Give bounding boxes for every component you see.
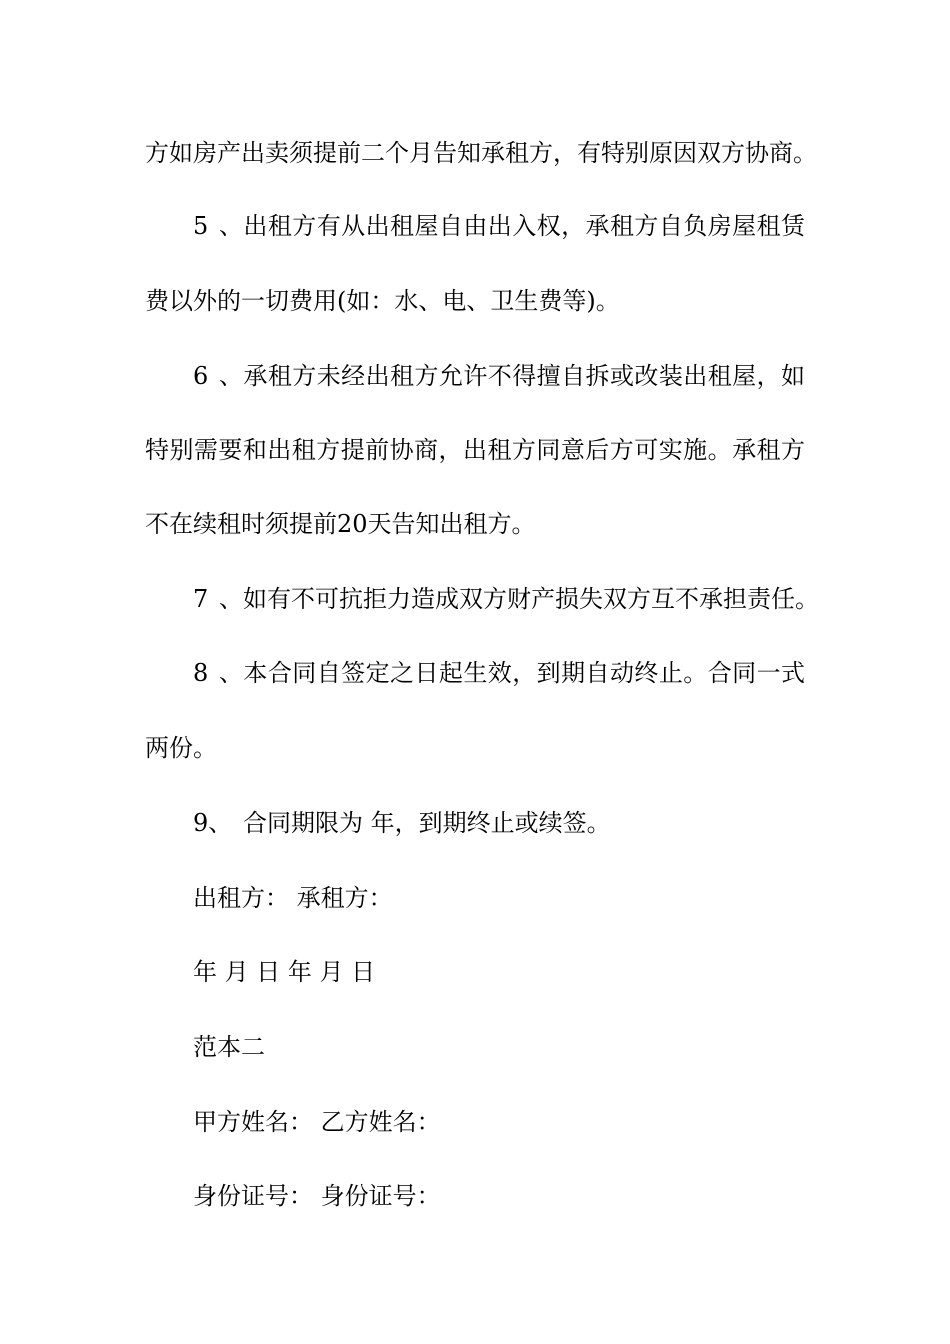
- line-text: 甲方姓名： 乙方姓名：: [193, 1108, 441, 1136]
- clause-8: [193, 658, 805, 688]
- party-ids: [193, 1181, 805, 1211]
- text-line: [145, 509, 805, 539]
- line-text: 不在续租时须提前20天告知出租方。: [145, 510, 536, 538]
- signature-dates: [193, 957, 805, 987]
- line-text: 范本二: [193, 1033, 265, 1061]
- clause-number: 5、: [193, 212, 243, 240]
- template-heading: [193, 1032, 805, 1062]
- line-text: 特别需要和出租方提前协商，出租方同意后方可实施。承租方: [145, 436, 805, 464]
- clause-number: 7、: [193, 585, 243, 613]
- line-text: 出租方： 承租方：: [193, 884, 393, 912]
- text-line: [145, 435, 805, 465]
- line-text: 出租方有从出租屋自由出入权，承租方自负房屋租赁: [243, 212, 805, 240]
- text-line: [145, 733, 805, 763]
- line-text: 承租方未经出租方允许不得擅自拆或改装出租屋，如: [243, 362, 805, 390]
- clause-6: [193, 361, 805, 391]
- clause-number: 6、: [193, 362, 243, 390]
- clause-5: [193, 211, 805, 241]
- line-text: 方如房产出卖须提前二个月告知承租方，有特别原因双方协商。: [145, 139, 817, 167]
- line-text: 合同期限为 年，到期终止或续签。: [243, 809, 611, 837]
- clause-number: 8、: [193, 659, 243, 687]
- line-text: 两份。: [145, 734, 217, 762]
- text-line: [145, 138, 817, 168]
- clause-7: [193, 584, 819, 614]
- party-names: [193, 1107, 805, 1137]
- text-line: [145, 286, 805, 316]
- line-text: 身份证号： 身份证号：: [193, 1182, 441, 1210]
- line-text: 如有不可抗拒力造成双方财产损失双方互不承担责任。: [243, 585, 819, 613]
- signature-parties: [193, 883, 805, 913]
- clause-9: [193, 808, 805, 838]
- line-text: 年 月 日 年 月 日: [193, 958, 376, 986]
- line-text: 本合同自签定之日起生效，到期自动终止。合同一式: [243, 659, 805, 687]
- line-text: 费以外的一切费用(如：水、电、卫生费等)。: [145, 287, 620, 315]
- clause-number: 9、: [193, 809, 233, 837]
